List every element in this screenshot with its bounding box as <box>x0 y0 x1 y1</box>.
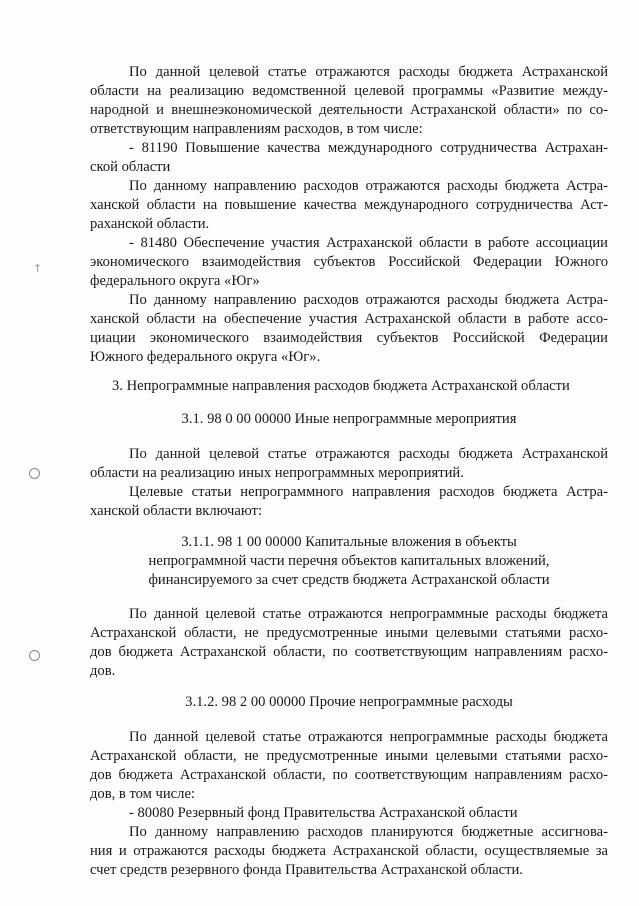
list-item-line: федерального округа «Юг» <box>90 273 260 289</box>
punch-hole <box>29 468 40 479</box>
subsection-heading: финансируемого за счет средств бюджета Астраханской области <box>148 572 550 588</box>
paragraph-line: ханской области на обеспечение участия Астраханской области в работе ассо- <box>90 311 608 327</box>
paragraph-line: счет средств резервного фонда Правительства Астраханской области. <box>90 862 523 878</box>
paragraph-line: Астраханской области, не предусмотренные иными целевыми статьями расхо- <box>90 748 608 764</box>
paragraph-line: дов бюджета Астраханской области, по соответствующим направлениям расхо- <box>90 644 608 660</box>
paragraph-line: По данному направлению расходов планируются бюджетные ассигнова- <box>129 824 608 840</box>
paragraph-line: Астраханской области, не предусмотренные иными целевыми статьями расхо- <box>90 625 608 641</box>
paragraph-line: дов. <box>90 663 116 679</box>
paragraph-line: По данной целевой статье отражаются непрограммные расходы бюджета <box>129 729 608 745</box>
paragraph-line: области на реализацию иных непрограммных мероприятий. <box>90 465 464 481</box>
paragraph-line: По данной целевой статье отражаются непрограммные расходы бюджета <box>129 606 608 622</box>
punch-hole <box>29 650 40 661</box>
paragraph-line: По данной целевой статье отражаются расходы бюджета Астраханской <box>129 64 608 80</box>
paragraph-line: По данному направлению расходов отражаются расходы бюджета Астра- <box>129 292 608 308</box>
paragraph-line: ханской области на повышение качества международного сотрудничества Аст- <box>90 197 608 213</box>
paragraph-line: дов бюджета Астраханской области, по соответствующим направлениям расхо- <box>90 767 608 783</box>
paragraph-line: ния и отражаются расходы бюджета Астраханской области, осуществляемые за <box>90 843 608 859</box>
paragraph-line: Целевые статьи непрограммного направления расходов бюджета Астра- <box>129 484 608 500</box>
section-heading: 3. Непрограммные направления расходов бюджета Астраханской области <box>112 378 570 394</box>
subsection-heading: непрограммной части перечня объектов капитальных вложений, <box>148 553 550 569</box>
paragraph-line: области на реализацию ведомственной целевой программы «Развитие между- <box>90 83 608 99</box>
paragraph-line: Южного федерального округа «Юг». <box>90 349 321 365</box>
paragraph-line: ханской области включают: <box>90 503 262 519</box>
paragraph-line: раханской области. <box>90 216 210 232</box>
paragraph-line: дов, в том числе: <box>90 786 195 802</box>
paragraph-line: По данной целевой статье отражаются расходы бюджета Астраханской <box>129 446 608 462</box>
paragraph-line: народной и внешнеэкономической деятельности Астраханской области» по со- <box>90 102 608 118</box>
subsection-heading: 3.1. 98 0 00 00000 Иные непрограммные мероприятия <box>181 411 517 427</box>
subsection-heading: 3.1.2. 98 2 00 00000 Прочие непрограммные расходы <box>185 694 513 710</box>
list-item-line: ской области <box>90 159 171 175</box>
paragraph-line: По данному направлению расходов отражаются расходы бюджета Астра- <box>129 178 608 194</box>
list-item-line: - 81190 Повышение качества международного сотрудничества Астрахан- <box>129 140 608 156</box>
list-item-line: - 81480 Обеспечение участия Астраханской области в работе ассоциации <box>129 235 608 251</box>
paragraph-line: ответствующим направлениям расходов, в том числе: <box>90 121 423 137</box>
subsection-heading: 3.1.1. 98 1 00 00000 Капитальные вложения в объекты <box>181 534 517 550</box>
paragraph-line: циации экономического взаимодействия субъектов Российской Федерации <box>90 330 608 346</box>
scan-mark: ↑ <box>33 262 43 275</box>
list-item-line: - 80080 Резервный фонд Правительства Астраханской области <box>129 805 518 821</box>
list-item-line: экономического взаимодействия субъектов Российской Федерации Южного <box>90 254 608 270</box>
